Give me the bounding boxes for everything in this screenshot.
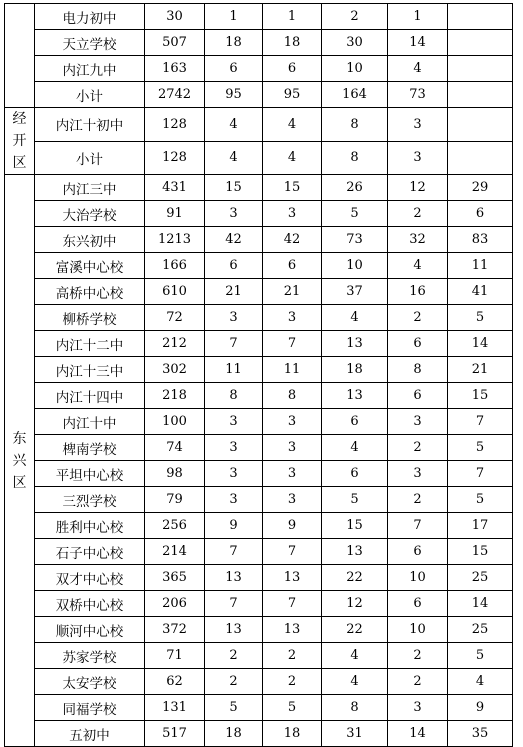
value-cell: 3	[388, 141, 448, 175]
table-body	[5, 4, 513, 747]
value-cell: 14	[448, 591, 513, 617]
value-cell: 2742	[145, 82, 205, 108]
value-cell: 2	[205, 643, 263, 669]
value-cell: 131	[145, 695, 205, 721]
value-cell: 13	[205, 565, 263, 591]
value-cell: 18	[205, 721, 263, 747]
school-name-cell: 柳桥学校	[35, 305, 145, 331]
school-name-cell: 苏家学校	[35, 643, 145, 669]
value-cell: 128	[145, 108, 205, 142]
value-cell: 372	[145, 617, 205, 643]
table-row	[5, 108, 513, 142]
value-cell: 5	[448, 435, 513, 461]
school-name-cell: 五初中	[35, 721, 145, 747]
value-cell: 6	[448, 201, 513, 227]
school-name-cell: 东兴初中	[35, 227, 145, 253]
value-cell: 21	[263, 279, 322, 305]
school-name-cell: 内江十三中	[35, 357, 145, 383]
value-cell: 16	[388, 279, 448, 305]
value-cell: 32	[388, 227, 448, 253]
value-cell: 10	[322, 56, 388, 82]
school-name-cell: 双桥中心校	[35, 591, 145, 617]
table-row	[5, 669, 513, 695]
value-cell: 100	[145, 409, 205, 435]
value-cell: 2	[322, 4, 388, 30]
value-cell: 62	[145, 669, 205, 695]
school-name-cell: 内江十初中	[35, 108, 145, 142]
value-cell: 206	[145, 591, 205, 617]
value-cell: 7	[388, 513, 448, 539]
table-row	[5, 82, 513, 108]
table-row	[5, 565, 513, 591]
value-cell: 14	[388, 30, 448, 56]
value-cell	[448, 30, 513, 56]
table-row	[5, 331, 513, 357]
value-cell: 15	[263, 175, 322, 201]
value-cell: 9	[205, 513, 263, 539]
value-cell: 5	[448, 305, 513, 331]
value-cell: 7	[263, 591, 322, 617]
value-cell: 6	[205, 253, 263, 279]
table-row	[5, 383, 513, 409]
value-cell: 365	[145, 565, 205, 591]
school-name-cell: 石子中心校	[35, 539, 145, 565]
value-cell: 3	[205, 201, 263, 227]
school-name-cell: 小计	[35, 141, 145, 175]
value-cell: 1213	[145, 227, 205, 253]
value-cell: 6	[322, 409, 388, 435]
value-cell: 18	[205, 30, 263, 56]
value-cell: 37	[322, 279, 388, 305]
value-cell: 10	[388, 617, 448, 643]
value-cell: 72	[145, 305, 205, 331]
value-cell: 1	[205, 4, 263, 30]
value-cell: 4	[322, 643, 388, 669]
value-cell: 6	[205, 56, 263, 82]
table-row	[5, 695, 513, 721]
value-cell: 95	[263, 82, 322, 108]
value-cell: 6	[388, 539, 448, 565]
table-row	[5, 305, 513, 331]
value-cell: 3	[263, 487, 322, 513]
table-row	[5, 539, 513, 565]
value-cell: 3	[205, 409, 263, 435]
value-cell: 517	[145, 721, 205, 747]
value-cell: 3	[263, 461, 322, 487]
school-name-cell: 内江三中	[35, 175, 145, 201]
value-cell: 15	[448, 539, 513, 565]
value-cell: 11	[448, 253, 513, 279]
value-cell: 4	[448, 669, 513, 695]
value-cell: 13	[263, 565, 322, 591]
value-cell: 4	[388, 56, 448, 82]
value-cell: 3	[263, 201, 322, 227]
value-cell: 42	[263, 227, 322, 253]
value-cell: 17	[448, 513, 513, 539]
value-cell: 31	[322, 721, 388, 747]
school-name-cell: 平坦中心校	[35, 461, 145, 487]
value-cell: 12	[322, 591, 388, 617]
value-cell: 5	[322, 487, 388, 513]
value-cell: 5	[205, 695, 263, 721]
value-cell: 164	[322, 82, 388, 108]
value-cell: 7	[205, 539, 263, 565]
value-cell: 7	[448, 461, 513, 487]
table-row	[5, 643, 513, 669]
value-cell: 79	[145, 487, 205, 513]
district-cell: 经开区	[5, 108, 35, 175]
value-cell: 74	[145, 435, 205, 461]
value-cell: 41	[448, 279, 513, 305]
district-cell: 东兴区	[5, 175, 35, 747]
value-cell: 13	[263, 617, 322, 643]
value-cell: 10	[322, 253, 388, 279]
value-cell: 21	[205, 279, 263, 305]
table-row	[5, 253, 513, 279]
value-cell: 73	[322, 227, 388, 253]
value-cell: 4	[205, 141, 263, 175]
value-cell: 12	[388, 175, 448, 201]
value-cell: 22	[322, 617, 388, 643]
value-cell: 2	[205, 669, 263, 695]
value-cell: 8	[205, 383, 263, 409]
value-cell: 11	[205, 357, 263, 383]
table-row	[5, 279, 513, 305]
value-cell: 3	[205, 305, 263, 331]
value-cell: 71	[145, 643, 205, 669]
value-cell: 2	[388, 435, 448, 461]
value-cell: 7	[205, 331, 263, 357]
value-cell: 507	[145, 30, 205, 56]
value-cell: 30	[145, 4, 205, 30]
value-cell: 7	[263, 539, 322, 565]
value-cell: 2	[263, 643, 322, 669]
value-cell: 8	[388, 357, 448, 383]
value-cell: 4	[322, 305, 388, 331]
value-cell: 7	[263, 331, 322, 357]
value-cell: 7	[205, 591, 263, 617]
value-cell: 218	[145, 383, 205, 409]
value-cell: 15	[448, 383, 513, 409]
value-cell: 14	[388, 721, 448, 747]
value-cell: 22	[322, 565, 388, 591]
school-name-cell: 小计	[35, 82, 145, 108]
table-row	[5, 435, 513, 461]
table-row	[5, 409, 513, 435]
value-cell: 6	[322, 461, 388, 487]
school-name-cell: 双才中心校	[35, 565, 145, 591]
value-cell: 98	[145, 461, 205, 487]
value-cell: 3	[205, 461, 263, 487]
school-name-cell: 大治学校	[35, 201, 145, 227]
value-cell: 7	[448, 409, 513, 435]
value-cell: 29	[448, 175, 513, 201]
value-cell: 2	[388, 201, 448, 227]
value-cell: 3	[388, 108, 448, 142]
school-name-cell: 三烈学校	[35, 487, 145, 513]
school-statistics-table	[4, 3, 513, 747]
value-cell	[448, 56, 513, 82]
table-row	[5, 30, 513, 56]
school-name-cell: 内江九中	[35, 56, 145, 82]
school-name-cell: 胜利中心校	[35, 513, 145, 539]
value-cell: 4	[205, 108, 263, 142]
value-cell: 35	[448, 721, 513, 747]
value-cell: 2	[263, 669, 322, 695]
value-cell: 4	[263, 108, 322, 142]
value-cell: 18	[322, 357, 388, 383]
value-cell: 5	[448, 643, 513, 669]
school-name-cell: 内江十二中	[35, 331, 145, 357]
value-cell: 15	[322, 513, 388, 539]
value-cell: 1	[388, 4, 448, 30]
table-row	[5, 201, 513, 227]
value-cell: 3	[205, 487, 263, 513]
value-cell: 6	[263, 56, 322, 82]
table-row	[5, 461, 513, 487]
value-cell: 2	[388, 669, 448, 695]
value-cell: 8	[322, 695, 388, 721]
school-name-cell: 富溪中心校	[35, 253, 145, 279]
school-name-cell: 内江十四中	[35, 383, 145, 409]
value-cell: 10	[388, 565, 448, 591]
value-cell: 26	[322, 175, 388, 201]
school-name-cell: 同福学校	[35, 695, 145, 721]
school-name-cell: 电力初中	[35, 4, 145, 30]
value-cell: 2	[388, 487, 448, 513]
table-row	[5, 227, 513, 253]
value-cell: 73	[388, 82, 448, 108]
table-row	[5, 4, 513, 30]
value-cell: 3	[388, 461, 448, 487]
table-row	[5, 141, 513, 175]
value-cell: 6	[263, 253, 322, 279]
value-cell: 30	[322, 30, 388, 56]
value-cell: 6	[388, 383, 448, 409]
value-cell: 6	[388, 331, 448, 357]
value-cell: 18	[263, 721, 322, 747]
value-cell: 18	[263, 30, 322, 56]
table-row	[5, 175, 513, 201]
value-cell: 15	[205, 175, 263, 201]
value-cell: 3	[388, 409, 448, 435]
value-cell: 2	[388, 305, 448, 331]
value-cell: 21	[448, 357, 513, 383]
value-cell: 302	[145, 357, 205, 383]
value-cell: 13	[322, 539, 388, 565]
value-cell: 3	[263, 305, 322, 331]
value-cell: 11	[263, 357, 322, 383]
value-cell: 13	[322, 383, 388, 409]
table-row	[5, 617, 513, 643]
school-name-cell: 顺河中心校	[35, 617, 145, 643]
table-row	[5, 721, 513, 747]
value-cell: 2	[388, 643, 448, 669]
value-cell: 95	[205, 82, 263, 108]
value-cell: 25	[448, 617, 513, 643]
value-cell: 13	[205, 617, 263, 643]
value-cell	[448, 82, 513, 108]
value-cell: 4	[322, 435, 388, 461]
value-cell: 13	[322, 331, 388, 357]
table-row	[5, 487, 513, 513]
value-cell: 4	[263, 141, 322, 175]
district-cell	[5, 4, 35, 108]
school-name-cell: 内江十中	[35, 409, 145, 435]
value-cell: 128	[145, 141, 205, 175]
value-cell: 163	[145, 56, 205, 82]
value-cell: 3	[263, 409, 322, 435]
school-name-cell: 椑南学校	[35, 435, 145, 461]
table-row	[5, 56, 513, 82]
table-row	[5, 591, 513, 617]
value-cell	[448, 108, 513, 142]
value-cell: 431	[145, 175, 205, 201]
value-cell: 3	[205, 435, 263, 461]
value-cell: 4	[322, 669, 388, 695]
school-name-cell: 太安学校	[35, 669, 145, 695]
value-cell: 4	[388, 253, 448, 279]
value-cell: 6	[388, 591, 448, 617]
value-cell: 256	[145, 513, 205, 539]
value-cell: 5	[322, 201, 388, 227]
value-cell: 8	[322, 108, 388, 142]
value-cell: 5	[448, 487, 513, 513]
value-cell: 8	[322, 141, 388, 175]
value-cell: 42	[205, 227, 263, 253]
value-cell: 25	[448, 565, 513, 591]
value-cell: 610	[145, 279, 205, 305]
value-cell: 9	[263, 513, 322, 539]
table-row	[5, 513, 513, 539]
value-cell: 14	[448, 331, 513, 357]
value-cell: 214	[145, 539, 205, 565]
value-cell: 3	[388, 695, 448, 721]
table-row	[5, 357, 513, 383]
value-cell: 91	[145, 201, 205, 227]
value-cell	[448, 141, 513, 175]
value-cell: 3	[263, 435, 322, 461]
value-cell: 212	[145, 331, 205, 357]
value-cell: 1	[263, 4, 322, 30]
value-cell: 5	[263, 695, 322, 721]
value-cell: 166	[145, 253, 205, 279]
value-cell	[448, 4, 513, 30]
value-cell: 8	[263, 383, 322, 409]
school-name-cell: 高桥中心校	[35, 279, 145, 305]
value-cell: 83	[448, 227, 513, 253]
value-cell: 9	[448, 695, 513, 721]
school-name-cell: 天立学校	[35, 30, 145, 56]
